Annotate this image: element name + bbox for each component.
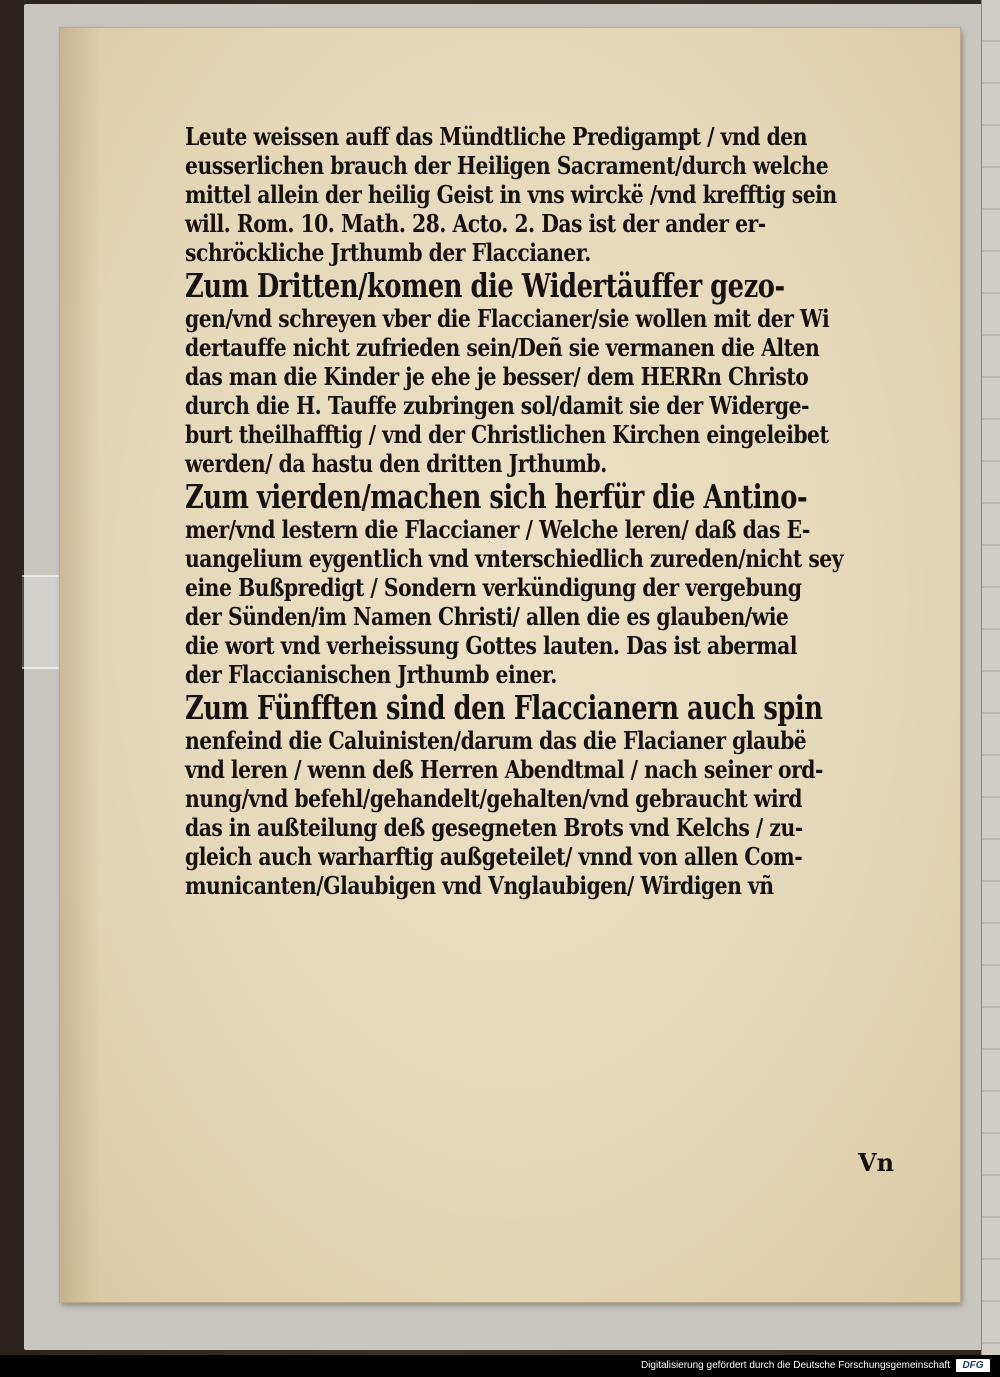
text-line: mer/vnd lestern die Flaccianer / Welche leren/ daß das E- bbox=[185, 515, 810, 544]
text-line: durch die H. Tauffe zubringen sol/damit sie der Widerge- bbox=[185, 391, 809, 420]
funding-notice: Digitalisierung gefördert durch die Deutsche Forschungsgemeinschaft bbox=[640, 1360, 950, 1371]
text-line: eusserlichen brauch der Heiligen Sacrament/durch welche bbox=[185, 151, 829, 180]
text-line: gen/vnd schreyen vber die Flaccianer/sie wollen mit der Wi bbox=[185, 304, 830, 333]
catchword: Vn bbox=[858, 1148, 895, 1177]
page-gutter-shade bbox=[60, 28, 100, 1302]
text-line: uangelium eygentlich vnd vnterschiedlich zureden/nicht sey bbox=[185, 544, 844, 573]
scan-edge-strip bbox=[981, 0, 1000, 1355]
text-line: der Flaccianischen Jrthumb einer. bbox=[185, 660, 557, 689]
text-line: das in außteilung deß gesegneten Brots vnd Kelchs / zu- bbox=[185, 813, 803, 842]
text-line: vnd leren / wenn deß Herren Abendtmal / nach seiner ord- bbox=[185, 755, 823, 784]
section-heading-line: Zum Dritten/komen die Widertäuffer gezo- bbox=[185, 266, 785, 305]
text-line: mittel allein der heilig Geist in vns wirckë /vnd krefftig sein bbox=[185, 180, 837, 209]
text-line: der Sünden/im Namen Christi/ allen die es glauben/wie bbox=[185, 602, 789, 631]
footer-bar bbox=[0, 1355, 1000, 1377]
text-line: will. Rom. 10. Math. 28. Acto. 2. Das ist der ander er- bbox=[185, 209, 766, 238]
text-line: Leute weissen auff das Mündtliche Predigampt / vnd den bbox=[185, 122, 808, 151]
text-line: die wort vnd verheissung Gottes lauten. Das ist abermal bbox=[185, 631, 797, 660]
text-line: gleich auch warharftig außgeteilet/ vnnd von allen Com- bbox=[185, 842, 803, 871]
page-text-block bbox=[185, 122, 945, 900]
text-line: municanten/Glaubigen vnd Vnglaubigen/ Wirdigen vñ bbox=[185, 871, 774, 900]
text-line: nung/vnd befehl/gehandelt/gehalten/vnd gebraucht wird bbox=[185, 784, 803, 813]
text-line: schröckliche Jrthumb der Flaccianer. bbox=[185, 238, 591, 267]
dfg-logo: DFG bbox=[956, 1359, 990, 1372]
text-line: eine Bußpredigt / Sondern verkündigung der vergebung bbox=[185, 573, 802, 602]
text-line: werden/ da hastu den dritten Jrthumb. bbox=[185, 449, 607, 478]
text-line: burt theilhafftig / vnd der Christlichen Kirchen eingeleibet bbox=[185, 420, 829, 449]
text-line: dertauffe nicht zufrieden sein/Deñ sie vermanen die Alten bbox=[185, 333, 820, 362]
text-line: das man die Kinder je ehe je besser/ dem HERRn Christo bbox=[185, 362, 809, 391]
section-heading-line: Zum Fünfften sind den Flaccianern auch spin bbox=[185, 688, 823, 727]
text-line: nenfeind die Caluinisten/darum das die Flacianer glaubë bbox=[185, 726, 807, 755]
section-heading-line: Zum vierden/machen sich herfür die Antino- bbox=[185, 477, 808, 516]
